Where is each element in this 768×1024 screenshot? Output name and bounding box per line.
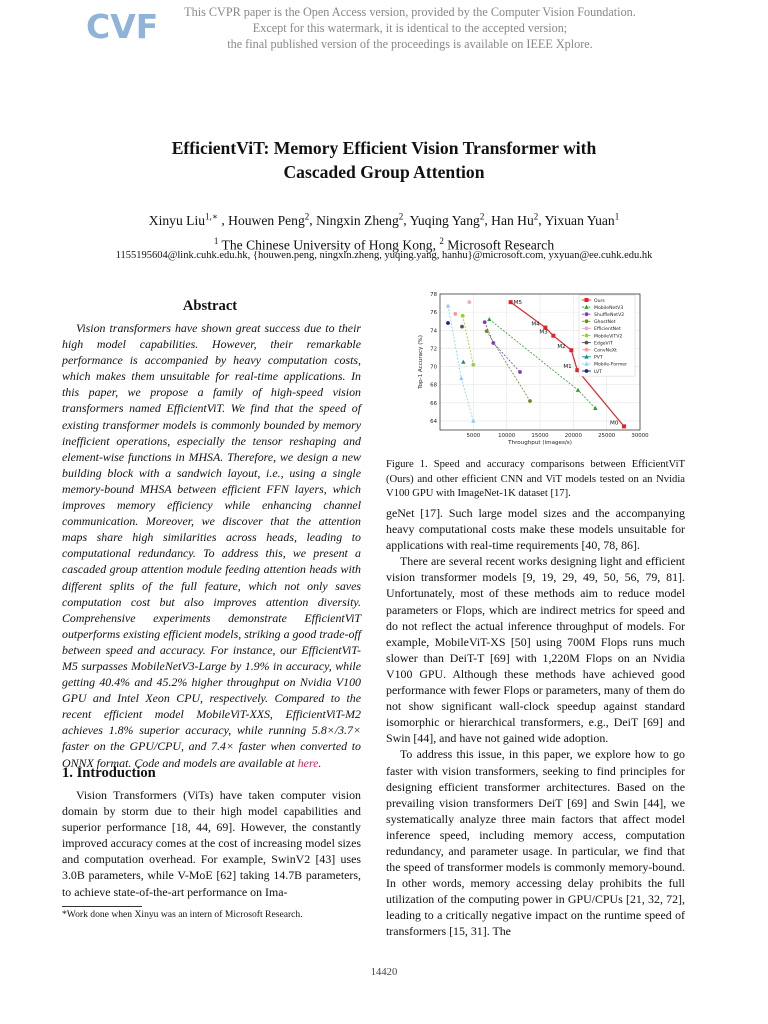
data-label: M0 [610, 420, 619, 427]
page-number: 14420 [370, 967, 398, 978]
series-line-ghostnet [487, 331, 530, 401]
legend-marker [585, 341, 589, 345]
data-label: M3 [539, 329, 548, 336]
data-point-mobile-former [446, 303, 450, 307]
legend-marker [585, 312, 589, 316]
legend-marker [585, 319, 589, 323]
x-tick-label: 10000 [498, 433, 516, 439]
data-point-mobilevitv2 [471, 363, 475, 367]
affiliations: $^1$ The Chinese University of Hong Kong, $^2$ Microsoft Research [213, 235, 555, 253]
author-emails: 1155195604@link.cuhk.edu.hk, {houwen.peng, ningxin.zheng, yuqing.yang, hanhu}@microsoft.com, yxyuan@ee.cuhk.edu.hk [115, 250, 653, 261]
y-tick-label: 64 [430, 418, 437, 425]
legend-marker [585, 298, 589, 302]
open-access-watermark [150, 4, 670, 52]
series-line-mobile-former [448, 306, 473, 421]
data-point-ghostnet [485, 329, 489, 333]
data-point-ours [509, 300, 513, 304]
data-point-mobilenetv3 [487, 317, 491, 321]
legend-entry: LVT [594, 369, 603, 375]
data-point-pvt [461, 360, 465, 364]
legend-marker [585, 334, 589, 338]
x-axis-label: Throughput (images/s) [508, 440, 572, 446]
author: Han Hu$^2$ [491, 211, 539, 228]
legend-entry: MobileNetV3 [594, 305, 624, 311]
legend-entry: EfficientNet [594, 327, 621, 333]
cvf-logo [84, 6, 159, 46]
svg-text:CVF: CVF [86, 7, 159, 46]
data-point-ours [575, 368, 579, 372]
watermark-line: Except for this watermark, it is identical to the accepted version; [252, 21, 568, 35]
legend-marker [585, 327, 589, 331]
y-axis-label: Top-1 Accuracy (%) [418, 335, 424, 389]
code-link[interactable]: here [297, 755, 319, 770]
data-point-efficientnet [467, 300, 471, 304]
data-point-ghostnet [528, 399, 532, 403]
series-line-mobilevitv2 [463, 316, 474, 365]
figure-caption: Figure 1. Speed and accuracy comparisons between EfficientViT (Ours) and other efficient CNN and ViT models tested on an Nvidia V100 GPU with ImageNet-1K dataset [17]. [386, 459, 685, 499]
x-tick-label: 15000 [531, 433, 549, 439]
legend-entry: Ours [594, 298, 605, 304]
author: Ningxin Zheng$^2$ [316, 211, 404, 228]
legend-entry: GhostNet [594, 320, 616, 326]
author: Yuqing Yang$^2$ [409, 211, 485, 228]
data-label: M4 [531, 321, 540, 328]
legend-entry: MobileViTV2 [594, 334, 623, 340]
data-point-mobilenetv3 [593, 406, 597, 410]
legend-marker [585, 369, 589, 373]
author: Xinyu Liu$^{1,∗}$ [148, 211, 218, 228]
paragraph: To address this issue, in this paper, we explore how to go faster with vision transformers, seeking to find principles for designing efficient transformer architectures. Based on the prevailing vision transformers DeiT [69] and Swin [44], we systematically analyze three main factors that affect model inference speed, including memory access, computation redundancy, and parameter usage. In particular, we find that the speed of transformer models is commonly memory-bound. In other words, memory accessing delay prohibits the full utilization of the computing power in GPU/CPUs [21, 32, 72], leading to a critically negative impact on the runtime speed of transformers [15, 31]. The [386, 747, 685, 939]
legend-entry: EdgeViT [594, 341, 613, 347]
y-tick-label: 78 [430, 292, 437, 298]
data-label: M1 [563, 364, 572, 371]
data-point-edgevit [460, 325, 464, 329]
data-label: M5 [513, 300, 523, 307]
author: Houwen Peng$^2$ [228, 211, 310, 228]
right-column-text [386, 505, 685, 940]
abstract-text: Vision transformers have shown great success due to their high model capabilities. However, their remarkable performance is accompanied by heavy computation costs, which makes them unsuitable for real-time applications. In this paper, we propose a family of high-speed vision transformers named EfficientViT. We find that the speed of existing transformer models is commonly bounded by memory inefficient operations, especially the tensor reshaping and element-wise functions in MHSA. Therefore, we design a new building block with a sandwich layout, i.e., using a single memory-bound MHSA between efficient FFN layers, which improves memory efficiency while enhancing channel communication. Moreover, we discover that the attention maps share high similarities across heads, leading to computational redundancy. To address this, we present a cascaded group attention module feeding attention heads with different splits of the full feature, which not only saves computation cost but also improves attention diversity. Comprehensive experiments demonstrate EfficientViT outperforms existing efficient models, striking a good trade-off between speed and accuracy. For instance, our EfficientViT-M5 surpasses MobileNetV3-Large by 1.9% in accuracy, while getting 40.4% and 45.2% higher throughput on Nvidia V100 GPU and Intel Xeon CPU, respectively. Compared to the recent efficient model MobileViT-XXS, EfficientViT-M2 achieves 1.8% superior accuracy, while running 5.8×/3.7× faster on the GPU/CPU, and 7.4× faster when converted to ONNX format. Code and models are available at here. [62, 321, 361, 770]
abstract-heading: Abstract [182, 298, 238, 314]
x-tick-label: 30000 [631, 433, 649, 439]
data-point-shufflenetv2 [518, 370, 522, 374]
section-heading-introduction: 1. Introduction [62, 765, 156, 781]
data-label: M2 [557, 344, 566, 351]
paper-title: EfficientViT: Memory Efficient Vision Transformer with Cascaded Group Attention [171, 138, 597, 182]
intro-paragraph: Vision Transformers (ViTs) have taken computer vision domain by storm due to their high model capabilities and superior performance [18, 44, 69]. However, the constantly improved accuracy comes at the cost of increasing model sizes and computation overhead. For example, SwinV2 [43] uses 3.0B parameters, while V-MoE [62] taking 14.7B parameters, to achieve state-of-the-art performance on Ima- [62, 788, 361, 899]
data-point-mobilevitv2 [461, 314, 465, 318]
y-tick-label: 74 [430, 328, 437, 335]
paragraph: geNet [17]. Such large model sizes and the accompanying heavy computational costs make these models unsuitable for applications with real-time requirements [40, 78, 86]. [386, 506, 685, 553]
author-block [60, 206, 708, 255]
watermark-line: the final published version of the proceedings is available on IEEE Xplore. [227, 37, 593, 51]
data-point-convnext [453, 312, 457, 316]
data-point-lvt [446, 321, 450, 325]
data-point-mobile-former [459, 376, 463, 380]
x-tick-label: 25000 [598, 433, 616, 439]
legend-entry: Mobile-Former [594, 362, 628, 368]
y-tick-label: 72 [430, 346, 437, 353]
x-tick-label: 5000 [466, 433, 481, 439]
data-point-shufflenetv2 [483, 320, 487, 324]
data-point-ours [569, 348, 573, 352]
y-tick-label: 68 [430, 382, 437, 389]
y-tick-label: 66 [430, 400, 437, 407]
watermark-line: This CVPR paper is the Open Access version, provided by the Computer Vision Foundation. [184, 5, 636, 19]
paragraph: There are several recent works designing light and efficient vision transformer models [9, 19, 29, 49, 50, 56, 79, 81]. Unfortunately, most of these methods aim to reduce model parameters or Flops, which are indirect metrics for speed and do not reflect the actual inference throughput of models. For example, MobileViT-XS [50] using 700M Flops runs much slower than DeiT-T [69] with 1,220M Flops on an Nvidia V100 GPU. Although these methods have achieved good performance with fewer Flops or parameters, many of them do not show significant wall-clock speedup against standard isomorphic or hierarchical transformers, e.g., DeiT [69] and Swin [44], and have not gained wide adoption. [386, 554, 685, 746]
legend-entry: ShuffleNetV2 [594, 313, 625, 318]
footnote-divider [62, 906, 142, 907]
data-point-mobilenetv3 [576, 388, 580, 392]
data-point-ours [622, 424, 626, 428]
data-point-ours [551, 334, 555, 338]
legend-entry: ConvNeXt [594, 348, 617, 354]
series-line-shufflenetv2 [485, 322, 520, 372]
legend-marker [585, 348, 589, 352]
x-tick-label: 20000 [564, 433, 582, 439]
footnote: *Work done when Xinyu was an intern of Microsoft Research. [62, 909, 303, 920]
legend-entry: PVT [594, 355, 603, 361]
y-tick-label: 76 [430, 310, 437, 317]
y-tick-label: 70 [430, 364, 437, 371]
author: Yixuan Yuan$^1$ [544, 211, 620, 228]
figure-1-chart [404, 288, 662, 458]
author-list: Xinyu Liu$^{1,∗}$ , Houwen Peng$^2$, Ningxin Zheng$^2$, Yuqing Yang$^2$, Han Hu$^2$, Yixuan Yuan$^1$ [148, 211, 620, 228]
